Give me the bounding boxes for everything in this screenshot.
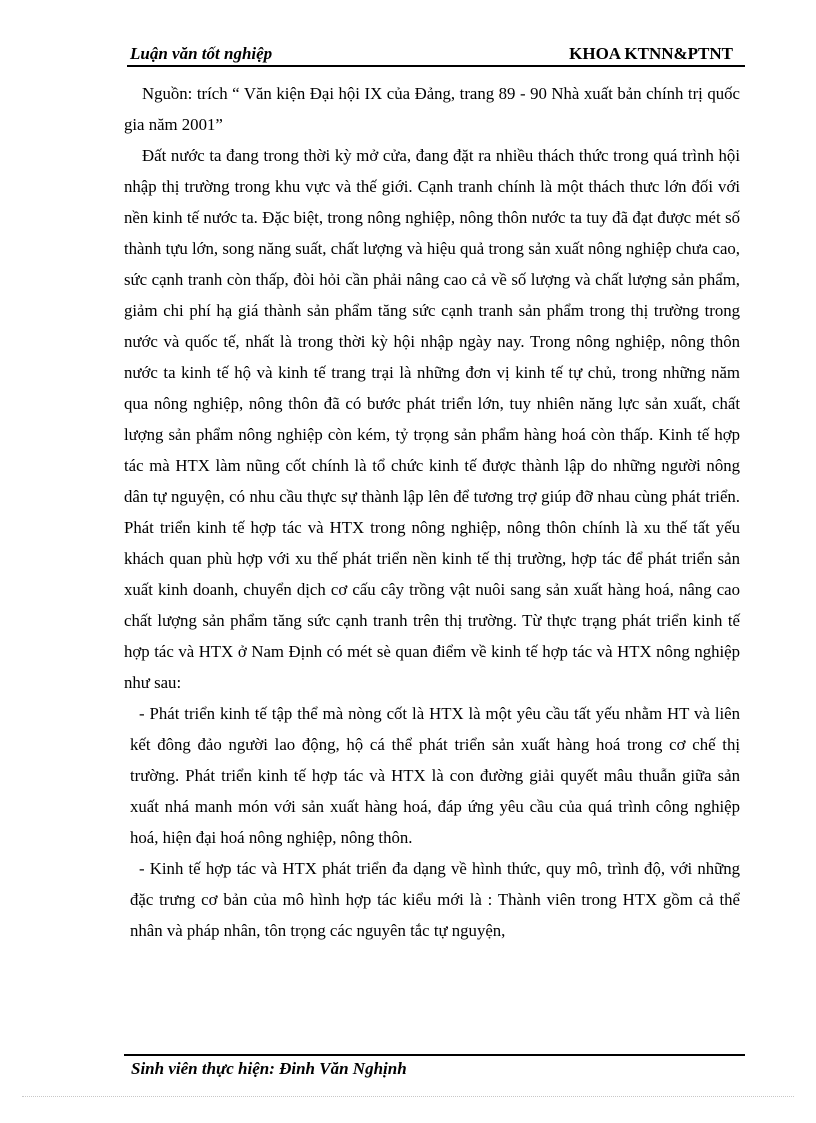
bullet-paragraph: - Phát triển kinh tế tập thể mà nòng cốt là HTX là một yêu cầu tất yếu nhằm HT và liên kết đông đảo người lao động, hộ cá thể phát triển sản xuất hàng hoá trong cơ chế thị trường. Phát triển kinh tế hợp tác và HTX là con đường giải quyết mâu thuẫn giữa sản xuất nhá manh món với sản xuất hàng hoá, đáp ứng yêu cầu của quá trình công nghiệp hoá, hiện đại hoá nông nghiệp, nông thôn. [130, 704, 740, 847]
page-bottom-dotted-line [22, 1096, 794, 1097]
page-header [127, 43, 745, 67]
footer-divider [124, 1054, 745, 1056]
header-thesis-title: Luận văn tốt nghiệp [130, 44, 273, 63]
bullet-paragraph: - Kinh tế hợp tác và HTX phát triển đa dạng về hình thức, quy mô, trình độ, với những đặc trưng cơ bản của mô hình hợp tác kiểu mới là : Thành viên trong HTX gồm cả thể nhân và pháp nhân, tôn trọng các nguyên tắc tự nguyện, [130, 859, 740, 940]
body-paragraph: Đất nước ta đang trong thời kỳ mở cửa, đang đặt ra nhiều thách thức trong quá trình hội nhập thị trường trong khu vực và thế giới. Cạnh tranh chính là một thách thưc lớn đối với nền kinh tế nước ta. Đặc biệt, trong nông nghiệp, nông thôn nước ta tuy đã đạt được mét số thành tựu lớn, song năng suất, chất lượng và hiệu quả trong sản xuất nông nghiệp chưa cao, sức cạnh tranh còn thấp, đòi hỏi cần phải nâng cao cả về số lượng và chất lượng sản phẩm, giảm chi phí hạ giá thành sản phẩm tăng sức cạnh tranh sản phẩm trong thị trường trong nước và quốc tế, nhất là trong thời kỳ hội nhập ngày nay. Trong nông nghiệp, nông thôn nước ta kinh tế hộ và kinh tế trang trại là những đơn vị kinh tế tự chủ, trong những năm qua nông nghiệp, nông thôn đã có bước phát triển lớn, tuy nhiên năng lực sản xuất, chất lượng sản phẩm nông nghiệp còn kém, tỷ trọng sản phẩm hàng hoá còn thấp. Kinh tế hợp tác mà HTX làm nũng cốt chính là tổ chức kinh tế được thành lập do những người nông dân tự nguyện, có nhu cầu thực sự thành lập lên để tương trợ giúp đỡ nhau cùng phát triển. Phát triển kinh tế hợp tác và HTX trong nông nghiệp, nông thôn chính là xu thế tất yếu khách quan phù hợp với xu thế phát triển nền kinh tế thị trường, hợp tác để phát triển sản xuất kinh doanh, chuyển dịch cơ cấu cây trồng vật nuôi sang sản xuất hàng hoá, nâng cao chất lượng sản phẩm tăng sức cạnh tranh trên thị trường. Từ thực trạng phát triển kinh tế hợp tác và HTX ở Nam Định có mét sè quan điểm về kinh tế hợp tác và HTX nông nghiệp như sau: [124, 146, 740, 692]
source-citation: Nguồn: trích “ Văn kiện Đại hội IX của Đảng, trang 89 - 90 Nhà xuất bản chính trị quốc gia năm 2001” [124, 84, 740, 134]
header-faculty: KHOA KTNN&PTNT [569, 44, 733, 63]
body-text [124, 78, 740, 946]
footer-author: Sinh viên thực hiện: Đinh Văn Nghịnh [131, 1059, 407, 1078]
